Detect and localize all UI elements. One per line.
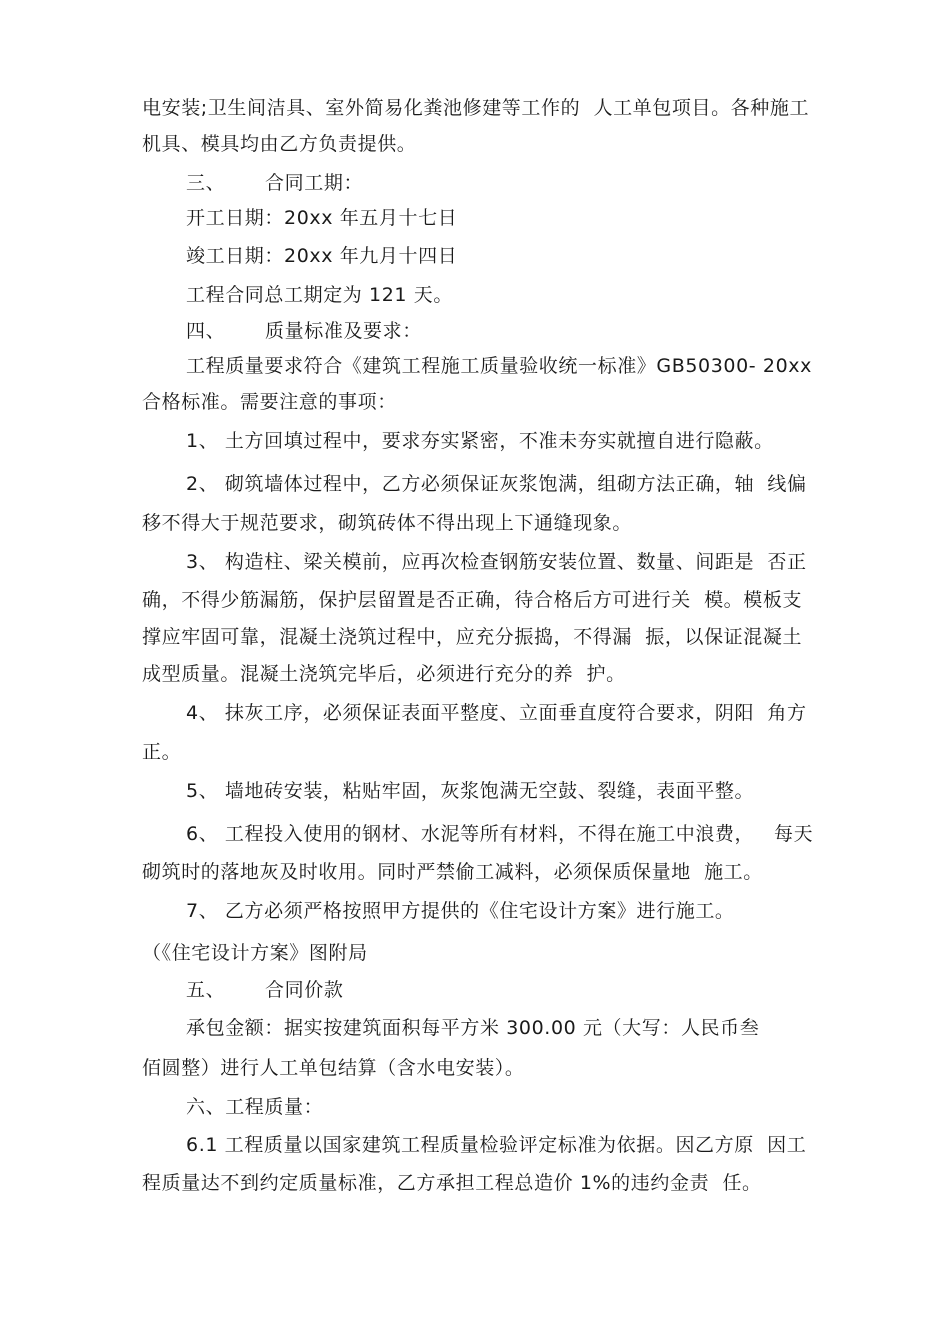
list-item: 1、 土方回填过程中，要求夯实紧密，不准未夯实就擅自进行隐蔽。	[186, 430, 774, 452]
text-line: 工程质量要求符合《建筑工程施工质量验收统一标准》GB50300- 20xx	[186, 355, 812, 377]
text-line: 移不得大于规范要求，砌筑砖体不得出现上下通缝现象。	[142, 512, 633, 534]
text-line: 6.1 工程质量以国家建筑工程质量检验评定标准为依据。因乙方原 因工	[186, 1134, 807, 1156]
text-line: 机具、模具均由乙方负责提供。	[142, 133, 417, 155]
text-line: 成型质量。混凝土浇筑完毕后，必须进行充分的养 护。	[142, 663, 626, 685]
list-item: 7、 乙方必须严格按照甲方提供的《住宅设计方案》进行施工。	[186, 900, 735, 922]
text-line: 工程合同总工期定为 121 天。	[186, 284, 453, 306]
section-heading: 六、工程质量：	[186, 1096, 324, 1118]
section-heading: 三、 合同工期：	[186, 172, 364, 194]
text-line: 竣工日期：20xx 年九月十四日	[186, 245, 458, 267]
text-line: 砌筑时的落地灰及时收用。同时严禁偷工减料，必须保质保量地 施工。	[142, 861, 763, 883]
section-heading: 四、 质量标准及要求：	[186, 320, 422, 342]
section-heading: 五、 合同价款	[186, 979, 344, 1001]
text-line: 正。	[142, 741, 182, 763]
text-line: 开工日期：20xx 年五月十七日	[186, 207, 458, 229]
text-line: 撑应牢固可靠，混凝土浇筑过程中，应充分振捣，不得漏 振，以保证混凝土	[142, 626, 803, 648]
list-item: 2、 砌筑墙体过程中，乙方必须保证灰浆饱满，组砌方法正确，轴 线偏	[186, 473, 807, 495]
text-line: 佰圆整）进行人工单包结算（含水电安装）。	[142, 1057, 525, 1079]
list-item: 6、 工程投入使用的钢材、水泥等所有材料，不得在施工中浪费， 每天	[186, 823, 814, 845]
text-line: 电安装;卫生间洁具、室外简易化粪池修建等工作的 人工单包项目。各种施工	[142, 97, 810, 119]
text-line: 承包金额：据实按建筑面积每平方米 300.00 元（大写：人民币叁	[186, 1017, 760, 1039]
text-line: （《住宅设计方案》图附局	[142, 942, 368, 964]
list-item: 5、 墙地砖安装，粘贴牢固，灰浆饱满无空鼓、裂缝，表面平整。	[186, 780, 755, 802]
text-line: 合格标准。需要注意的事项：	[142, 391, 397, 413]
text-line: 确，不得少筋漏筋，保护层留置是否正确，待合格后方可进行关 模。模板支	[142, 589, 803, 611]
list-item: 4、 抹灰工序，必须保证表面平整度、立面垂直度符合要求，阴阳 角方	[186, 702, 807, 724]
list-item: 3、 构造柱、梁关模前，应再次检查钢筋安装位置、数量、间距是 否正	[186, 551, 807, 573]
text-line: 程质量达不到约定质量标准，乙方承担工程总造价 1%的违约金责 任。	[142, 1172, 762, 1194]
